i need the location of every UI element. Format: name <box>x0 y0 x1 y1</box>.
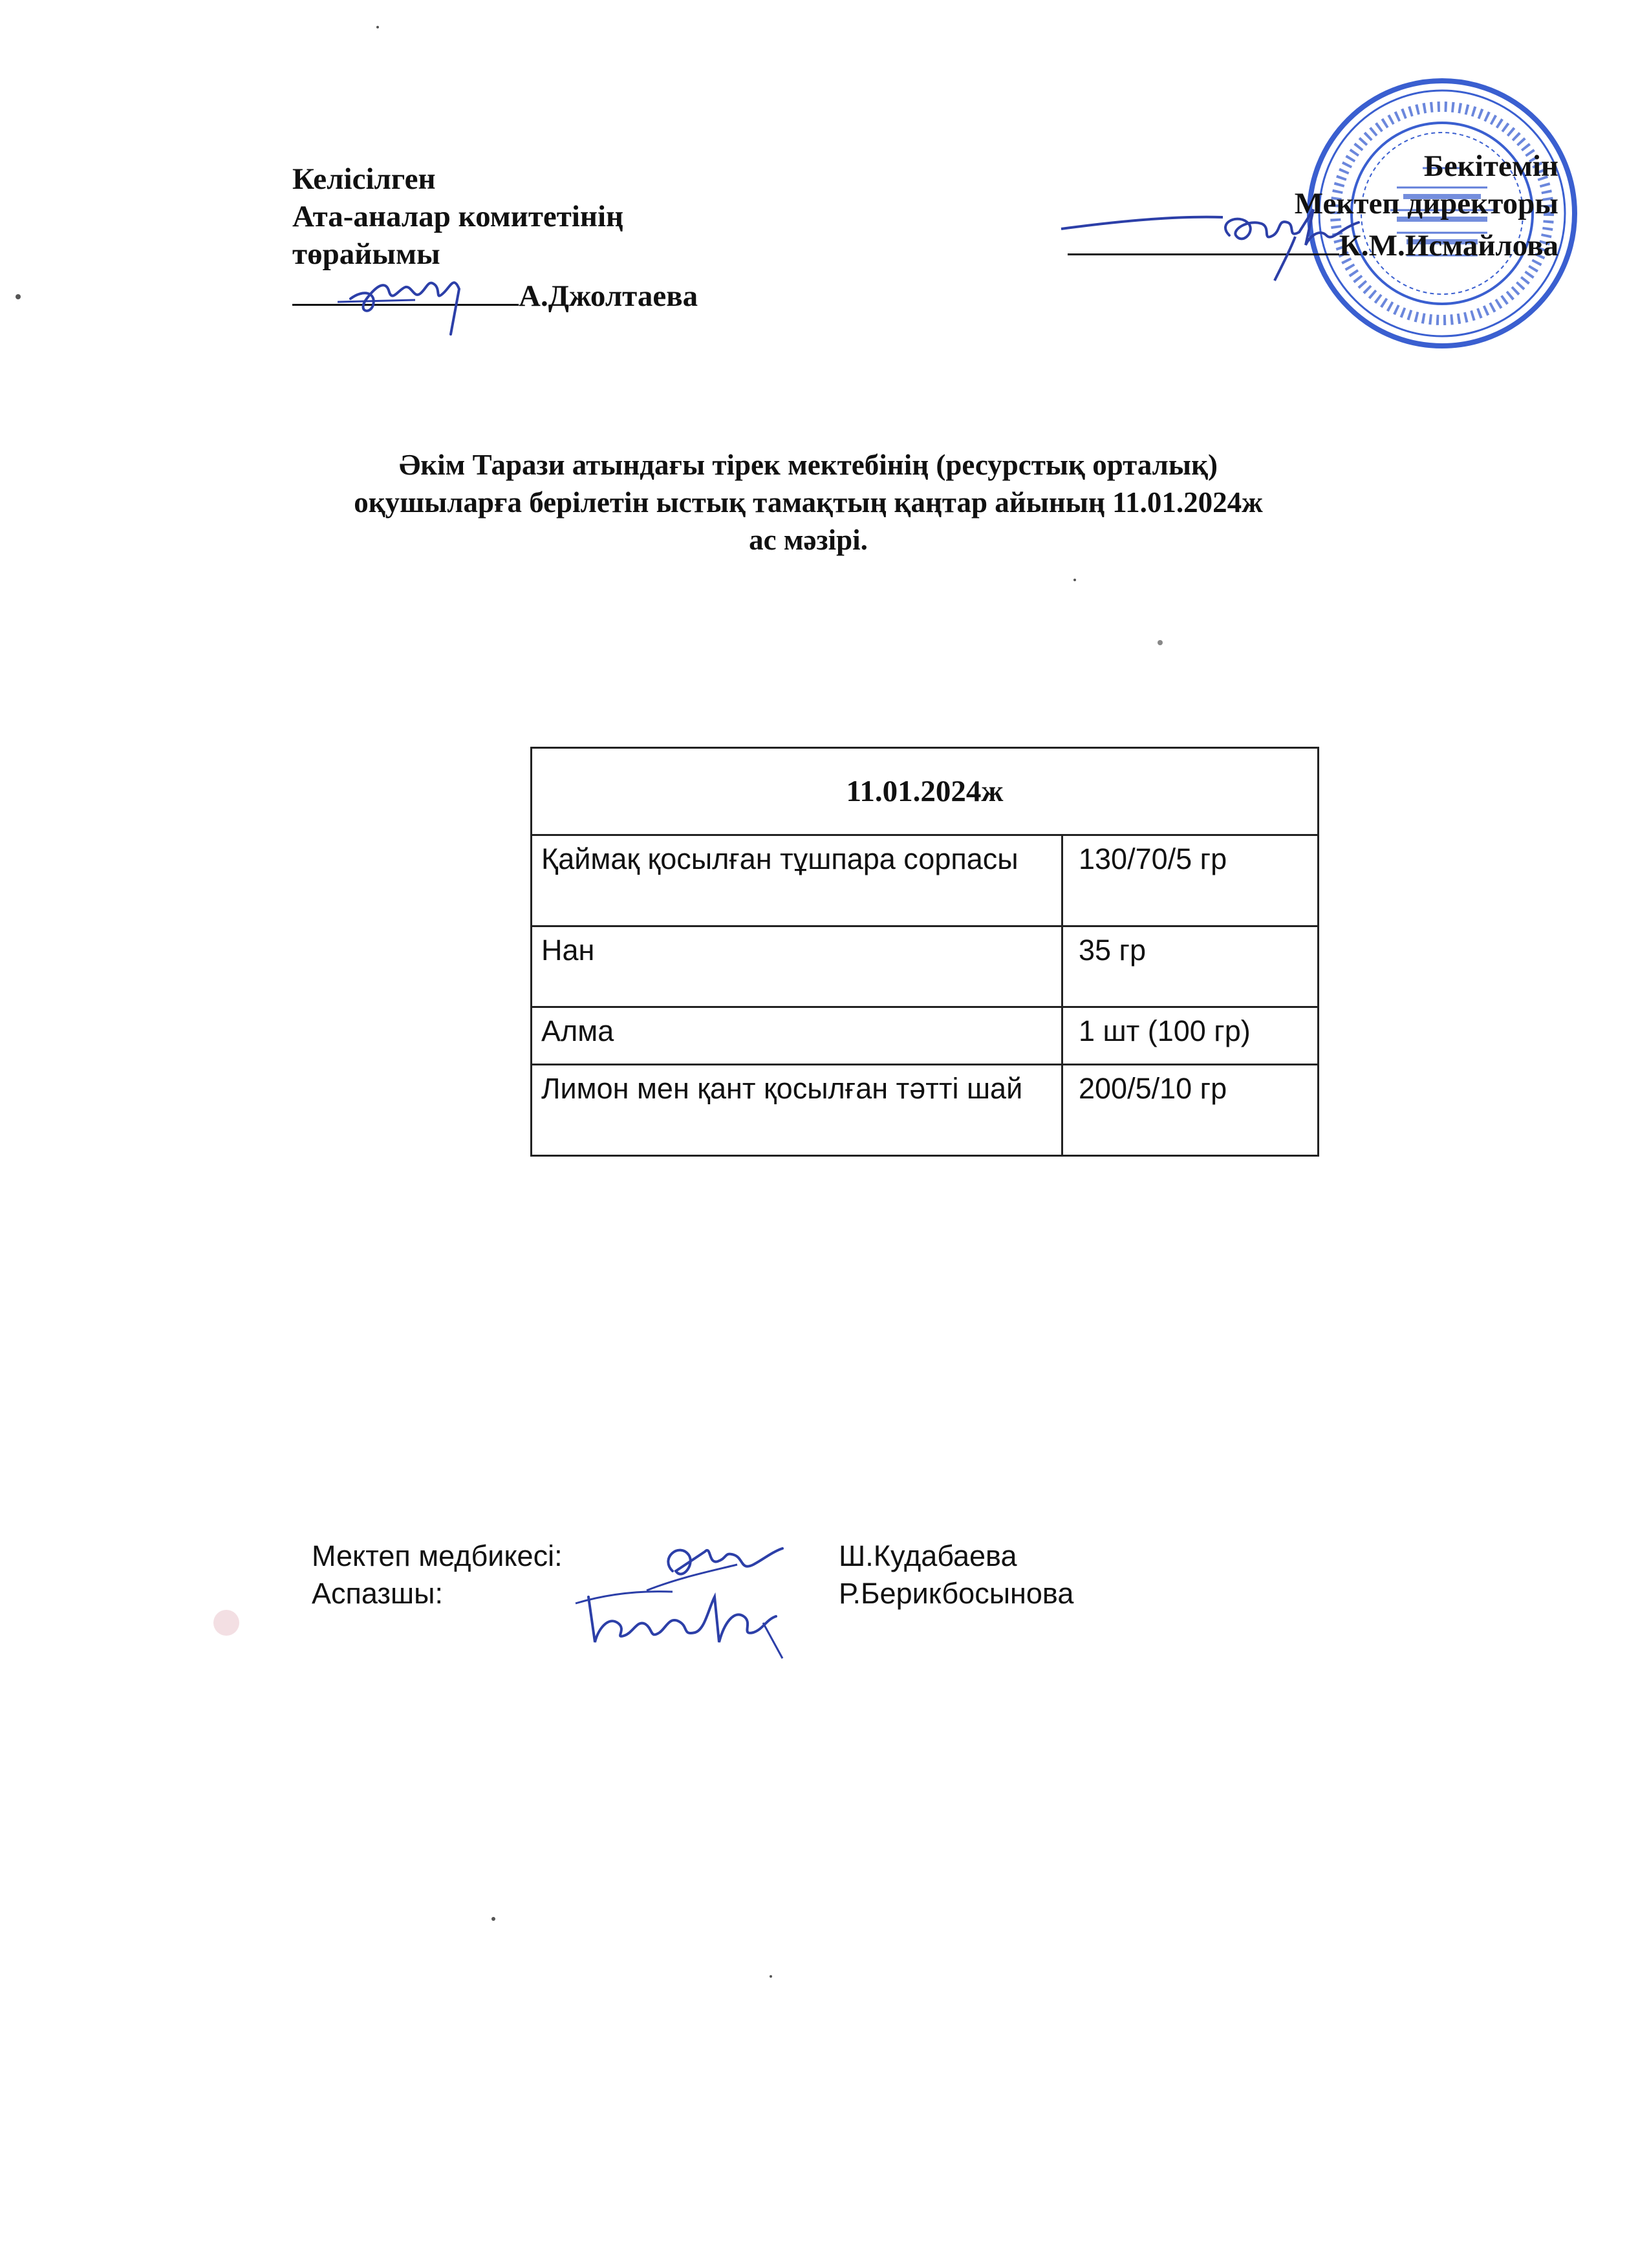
approved-heading: Бекітемін <box>1423 149 1558 183</box>
table-row <box>532 1065 1319 1156</box>
scan-speck <box>16 294 21 299</box>
approved-name: К.М.Исмайлова <box>1339 229 1558 262</box>
menu-item: Қаймақ қосылған тұшпара сорпасы <box>532 835 1062 926</box>
approved-signature-line <box>1068 222 1339 255</box>
director-signature <box>1055 184 1365 287</box>
table-row <box>532 926 1319 1007</box>
menu-table <box>530 747 1319 1157</box>
title-line-3: ас мәзірі. <box>749 524 868 556</box>
agreed-heading: Келісілген <box>292 162 436 196</box>
staff-name: Р.Берикбосынова <box>839 1577 1074 1610</box>
scan-speck <box>1073 579 1076 581</box>
table-row <box>532 835 1319 926</box>
agreed-block <box>292 160 758 315</box>
menu-item: Алма <box>532 1007 1062 1065</box>
agreed-position: төрайымы <box>292 237 440 271</box>
menu-quantity: 1 шт (100 гр) <box>1062 1007 1319 1065</box>
menu-quantity: 200/5/10 гр <box>1062 1065 1319 1156</box>
scan-speck <box>770 1975 772 1978</box>
approved-position: Мектеп директоры <box>1294 187 1558 220</box>
menu-item: Лимон мен қант қосылған тәтті шай <box>532 1065 1062 1156</box>
agreed-name: А.Джолтаева <box>519 279 698 313</box>
menu-quantity: 35 гр <box>1062 926 1319 1007</box>
menu-date-header: 11.01.2024ж <box>532 748 1319 835</box>
cook-signature <box>569 1571 789 1662</box>
agreed-signature-line <box>292 273 519 306</box>
approved-block <box>925 147 1558 264</box>
menu-quantity: 130/70/5 гр <box>1062 835 1319 926</box>
menu-header-row <box>532 748 1319 835</box>
document-title <box>194 446 1423 559</box>
staff-role: Мектеп медбикесі: <box>312 1539 563 1572</box>
table-row <box>532 1007 1319 1065</box>
menu-item: Нан <box>532 926 1062 1007</box>
title-line-2: оқушыларға берілетін ыстық тамақтың қаңтар айының 11.01.2024ж <box>354 486 1263 519</box>
staff-role: Аспазшы: <box>312 1577 443 1610</box>
title-line-1: Әкім Тарази атындағы тірек мектебінің (ресурстық орталық) <box>399 449 1218 481</box>
scan-speck <box>491 1917 495 1921</box>
scan-speck <box>376 26 379 28</box>
scan-speck <box>1158 640 1163 645</box>
agreed-committee: Ата-аналар комитетінің <box>292 200 624 233</box>
chairperson-signature <box>338 253 493 337</box>
staff-name: Ш.Кудабаева <box>839 1539 1017 1572</box>
scan-speck <box>213 1610 239 1636</box>
